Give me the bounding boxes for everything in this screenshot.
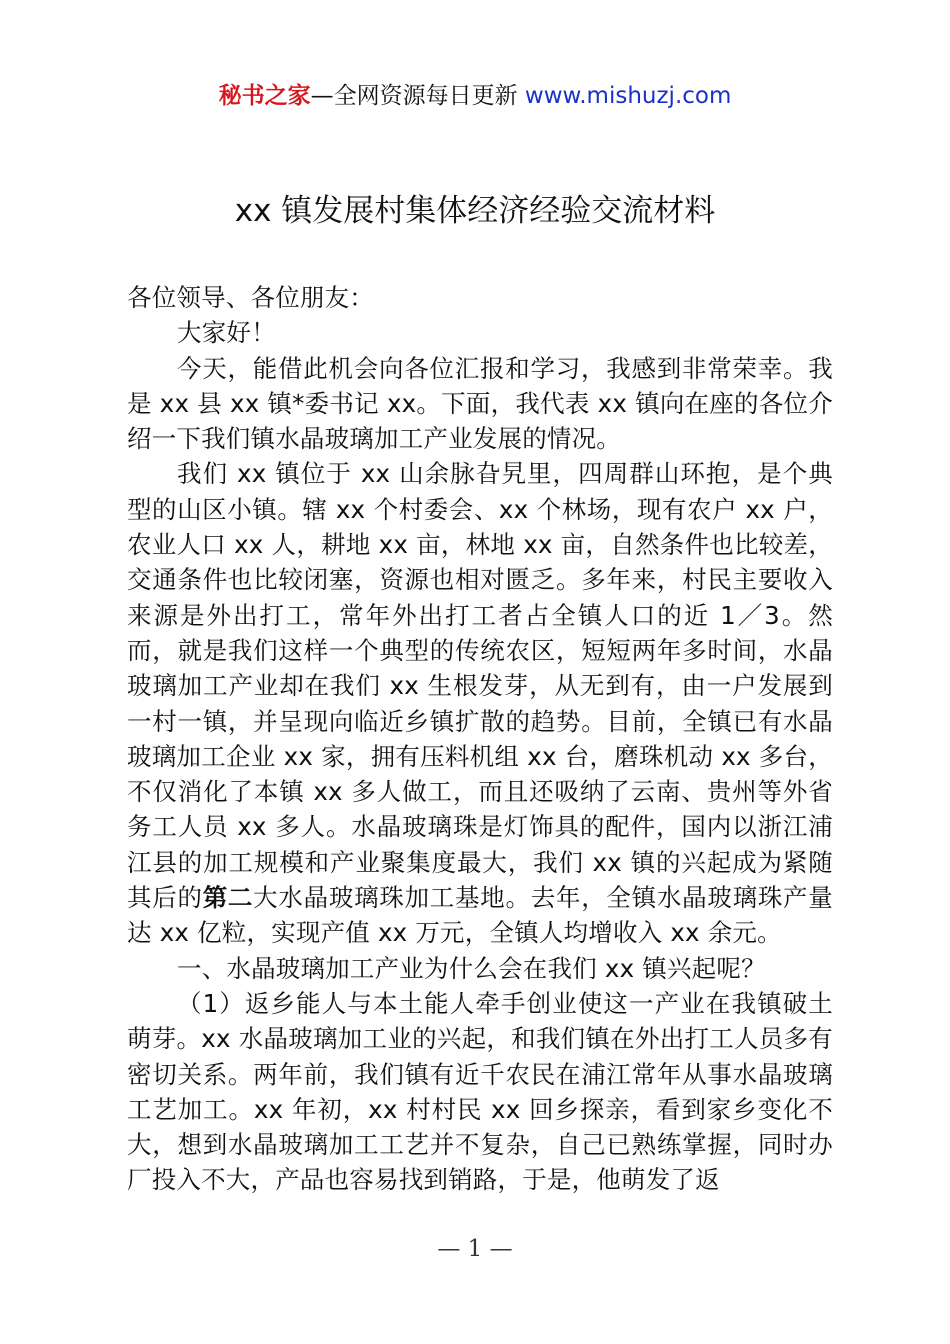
paragraph [127,456,833,950]
header-tagline: —全网资源每日更新 [310,83,518,109]
paragraph-text: 大水晶玻璃珠加工基地。去年，全镇水晶玻璃珠产量达 xx 亿粒，实现产值 xx 万元，全镇人均增收入 xx 余元。 [127,883,833,948]
page-number: — 1 — [437,1236,513,1262]
paragraph: 今天，能借此机会向各位汇报和学习，我感到非常荣幸。我是 xx 县 xx 镇*委书记 xx。下面，我代表 xx 镇向在座的各位介绍一下我们镇水晶玻璃加工产业发展的情况。 [127,353,833,454]
greeting: 大家好！ [177,318,276,348]
paragraph-text: 我们 xx 镇位于 xx 山余脉旮旯里，四周群山环抱，是个典型的山区小镇。辖 xx 个村委会、xx 个林场，现有农户 xx 户，农业人口 xx 人，耕地 xx 亩，林地 xx 亩，自然条件也比较差，交通条件也比较闭塞，资源也相对匮乏。多年来，村民主要收入来源是外出打工，常年外出打工者占全镇人口的近 1／3。然而，就是我们这样一个典型的传统农区，短短两年多时间，水晶玻璃加工产业却在我们 xx 生根发芽，从无到有，由一户发展到一村一镇，并呈现向临近乡镇扩散的趋势。目前，全镇已有水晶玻璃加工企业 xx 家，拥有压料机组 xx 台，磨珠机动 xx 多台，不仅消化了本镇 xx 多人做工，而且还吸纳了云南、贵州等外省务工人员 xx 多人。水晶玻璃珠是灯饰具的配件，国内以浙江浦江县的加工规模和产业聚集度最大，我们 xx 镇的兴起成为紧随其后的 [127,459,833,913]
document-title: xx 镇发展村集体经济经验交流材料 [234,193,716,229]
document-body [127,280,833,1198]
site-url-link[interactable]: www.mishuzj.com [524,83,732,109]
section-heading: 一、水晶玻璃加工产业为什么会在我们 xx 镇兴起呢？ [177,953,766,983]
site-header [0,79,950,113]
brand-name: 秘书之家 [218,83,311,109]
salutation: 各位领导、各位朋友： [127,283,374,312]
paragraph: （1）返乡能人与本土能人牵手创业使这一产业在我镇破土萌芽。xx 水晶玻璃加工业的兴起，和我们镇在外出打工人员多有密切关系。两年前，我们镇有近千农民在浦江常年从事水晶玻璃工艺加工。xx 年初，xx 村村民 xx 回乡探亲，看到家乡变化不大，想到水晶玻璃加工工艺并不复杂，自己已熟练掌握，同时办厂投入不大，产品也容易找到销路，于是，他萌发了返 [127,988,833,1195]
bold-text: 第二 [202,883,254,913]
